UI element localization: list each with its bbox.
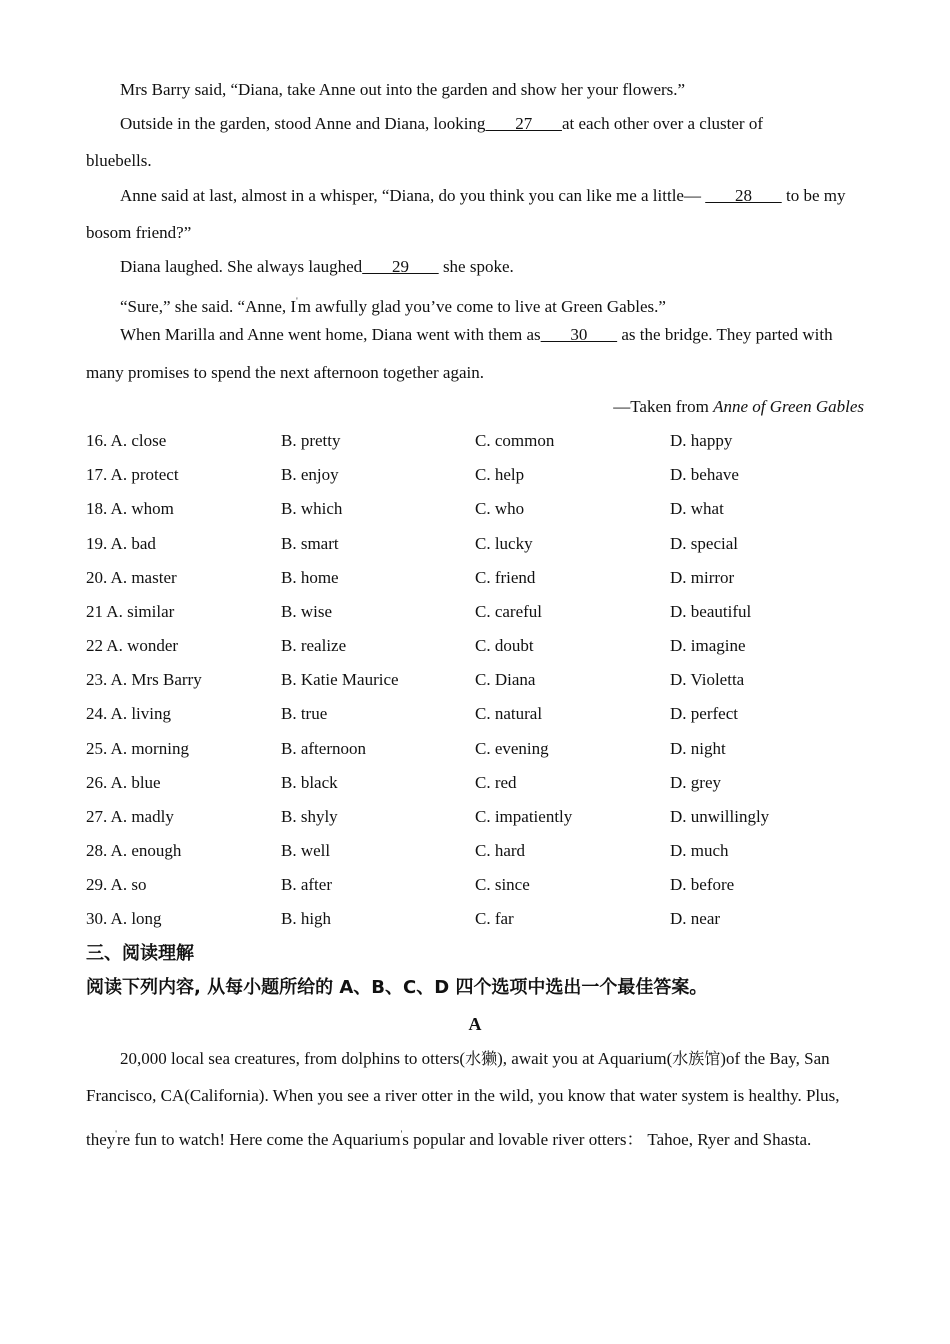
option-d: D. beautiful <box>670 602 752 621</box>
option-b: B. which <box>281 499 343 518</box>
option-d: D. Violetta <box>670 670 745 689</box>
option-b: B. high <box>281 909 332 928</box>
reading-line <box>86 1124 811 1150</box>
text: they <box>86 1130 116 1149</box>
passage-line <box>120 114 763 134</box>
option-a: 23. A. Mrs Barry <box>86 670 202 689</box>
option-a: 28. A. enough <box>86 841 182 860</box>
option-d: D. before <box>670 875 735 894</box>
option-a: 20. A. master <box>86 568 177 587</box>
option-b: B. well <box>281 841 331 860</box>
option-c: C. far <box>475 909 514 928</box>
text: 20,000 local sea creatures, from dolphins to otters( <box>120 1049 466 1068</box>
text: Anne said at last, almost in a whisper, “Diana, do you think you can like me a little— <box>120 186 706 205</box>
option-c: C. evening <box>475 739 549 758</box>
apostrophe: ' <box>296 296 298 306</box>
option-row <box>86 499 864 519</box>
part-label: A <box>468 1014 482 1034</box>
option-row <box>86 841 864 861</box>
section-heading: 三、阅读理解 <box>86 943 194 964</box>
passage-line <box>120 291 666 317</box>
option-a: 22 A. wonder <box>86 636 179 655</box>
text: at each other over a cluster of <box>561 114 763 133</box>
option-d: D. special <box>670 534 738 553</box>
option-a: 29. A. so <box>86 875 147 894</box>
option-c: C. who <box>475 499 525 518</box>
option-a: 30. A. long <box>86 909 162 928</box>
option-d: D. much <box>670 841 729 860</box>
option-a: 26. A. blue <box>86 773 161 792</box>
option-b: B. realize <box>281 636 347 655</box>
text: s popular and lovable river otters： Tahoe, Ryer and Shasta. <box>402 1130 812 1149</box>
text: to be my <box>781 186 846 205</box>
text: as the bridge. They parted with <box>617 325 833 344</box>
option-d: D. grey <box>670 773 721 792</box>
option-a: 17. A. protect <box>86 465 179 484</box>
option-c: C. impatiently <box>475 807 573 826</box>
option-c: C. since <box>475 875 530 894</box>
passage-line <box>86 151 152 171</box>
option-c: C. doubt <box>475 636 534 655</box>
option-b: B. afternoon <box>281 739 366 758</box>
text: bosom friend?” <box>86 223 192 242</box>
option-row <box>86 739 864 759</box>
option-b: B. smart <box>281 534 339 553</box>
option-b: B. true <box>281 704 328 723</box>
option-b: B. wise <box>281 602 332 621</box>
blank-27: 27 <box>485 114 562 133</box>
text: —Taken from <box>613 397 714 416</box>
option-d: D. happy <box>670 431 733 450</box>
option-b: B. home <box>281 568 339 587</box>
option-row <box>86 909 864 929</box>
reading-line <box>120 1049 830 1069</box>
option-a: 21 A. similar <box>86 602 175 621</box>
option-d: D. mirror <box>670 568 735 587</box>
passage-line <box>86 223 191 243</box>
option-c: C. red <box>475 773 517 792</box>
option-a: 16. A. close <box>86 431 167 450</box>
option-row <box>86 465 864 485</box>
passage-line <box>120 257 514 277</box>
option-row <box>86 534 864 554</box>
option-b: B. black <box>281 773 338 792</box>
source-citation <box>613 397 864 417</box>
option-d: D. unwillingly <box>670 807 770 826</box>
book-title: Anne of Green Gables <box>713 397 864 416</box>
text: “Sure,” she said. “Anne, I <box>120 297 297 316</box>
option-d: D. what <box>670 499 724 518</box>
text: Mrs Barry said, “Diana, take Anne out into the garden and show her your flowers.” <box>120 80 686 99</box>
cn-gloss: 水族馆 <box>672 1049 721 1068</box>
reading-line: Francisco, CA(California). When you see a river otter in the wild, you know that water system is healthy. Plus, <box>86 1086 840 1105</box>
option-row <box>86 875 864 895</box>
option-a: 18. A. whom <box>86 499 174 518</box>
option-b: B. pretty <box>281 431 341 450</box>
option-d: D. perfect <box>670 704 738 723</box>
passage-line <box>120 80 685 100</box>
text: Diana laughed. She always laughed <box>120 257 363 276</box>
option-c: C. help <box>475 465 525 484</box>
option-c: C. careful <box>475 602 543 621</box>
text: When Marilla and Anne went home, Diana went with them as <box>120 325 541 344</box>
option-row <box>86 636 864 656</box>
option-a: 19. A. bad <box>86 534 156 553</box>
blank-30: 30 <box>540 325 618 344</box>
text: bluebells. <box>86 151 152 170</box>
section-instruction: 阅读下列内容, 从每小题所给的 A、B、C、D 四个选项中选出一个最佳答案。 <box>86 977 708 998</box>
option-b: B. Katie Maurice <box>281 670 399 689</box>
option-d: D. night <box>670 739 726 758</box>
passage-line <box>120 325 833 345</box>
apostrophe: ' <box>400 1129 403 1139</box>
option-c: C. hard <box>475 841 526 860</box>
apostrophe: ' <box>115 1129 117 1139</box>
option-row <box>86 670 864 690</box>
cn-gloss: 水獭 <box>465 1049 498 1068</box>
passage-line <box>120 186 845 206</box>
text: ), await you at Aquarium( <box>497 1049 673 1068</box>
option-c: C. lucky <box>475 534 533 553</box>
option-b: B. after <box>281 875 332 894</box>
option-b: B. enjoy <box>281 465 339 484</box>
option-row <box>86 704 864 724</box>
option-b: B. shyly <box>281 807 338 826</box>
option-c: C. friend <box>475 568 536 587</box>
option-d: D. imagine <box>670 636 746 655</box>
option-c: C. common <box>475 431 555 450</box>
blank-28: 28 <box>705 186 782 205</box>
option-row <box>86 773 864 793</box>
option-row <box>86 602 864 622</box>
option-a: 27. A. madly <box>86 807 174 826</box>
option-row <box>86 807 864 827</box>
passage-line <box>86 363 484 383</box>
option-c: C. Diana <box>475 670 536 689</box>
option-row <box>86 568 864 588</box>
option-row <box>86 431 864 451</box>
blank-29: 29 <box>362 257 439 276</box>
text: many promises to spend the next afternoon together again. <box>86 363 484 382</box>
text: re fun to watch! Here come the Aquarium <box>116 1130 401 1149</box>
option-a: 24. A. living <box>86 704 172 723</box>
option-c: C. natural <box>475 704 543 723</box>
text: )of the Bay, San <box>720 1049 830 1068</box>
option-d: D. near <box>670 909 721 928</box>
option-a: 25. A. morning <box>86 739 189 758</box>
text: m awfully glad you’ve come to live at Green Gables.” <box>297 297 666 316</box>
option-d: D. behave <box>670 465 739 484</box>
text: Outside in the garden, stood Anne and Diana, looking <box>120 114 486 133</box>
text: she spoke. <box>438 257 514 276</box>
